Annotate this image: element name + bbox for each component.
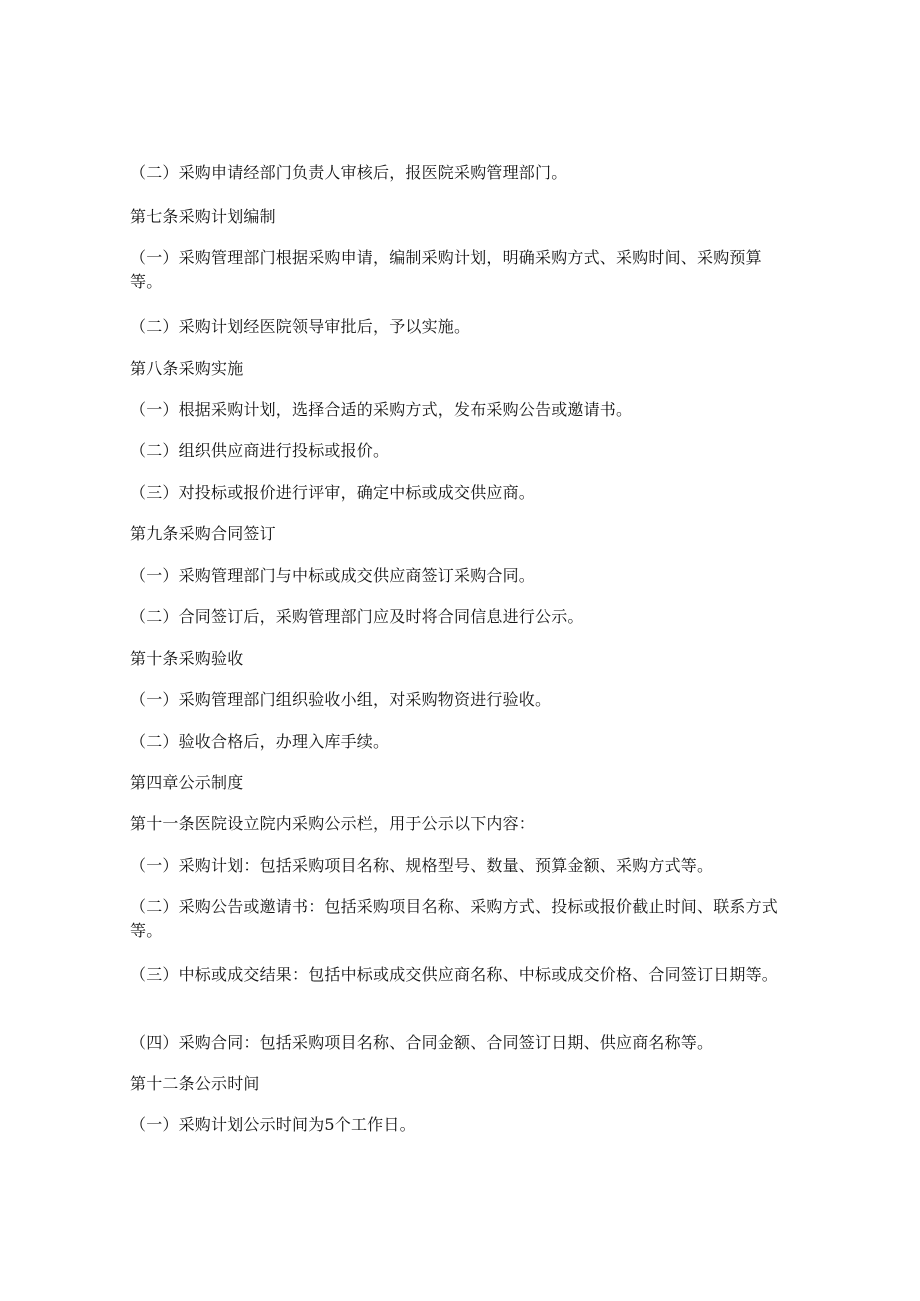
chapter-heading: 第四章公示制度 xyxy=(130,773,244,792)
paragraph: （一）采购管理部门组织验收小组，对采购物资进行验收。 xyxy=(130,690,552,709)
paragraph: （一）采购计划：包括采购项目名称、规格型号、数量、预算金额、采购方式等。 xyxy=(130,856,714,875)
paragraph: （二）组织供应商进行投标或报价。 xyxy=(130,441,390,460)
paragraph: （二）采购计划经医院领导审批后，予以实施。 xyxy=(130,317,471,336)
paragraph: （二）采购申请经部门负责人审核后，报医院采购管理部门。 xyxy=(130,163,568,182)
paragraph: 第十一条医院设立院内采购公示栏，用于公示以下内容： xyxy=(130,814,536,833)
paragraph: （四）采购合同：包括采购项目名称、合同金额、合同签订日期、供应商名称等。 xyxy=(130,1033,714,1052)
section-heading: 第九条采购合同签订 xyxy=(130,524,276,543)
paragraph: （二）验收合格后，办理入库手续。 xyxy=(130,732,390,751)
paragraph: （一）采购管理部门与中标或成交供应商签订采购合同。 xyxy=(130,566,536,585)
paragraph: （一）采购计划公示时间为5个工作日。 xyxy=(130,1115,416,1134)
section-heading: 第八条采购实施 xyxy=(130,359,244,378)
paragraph: （三）中标或成交结果：包括中标或成交供应商名称、中标或成交价格、合同签订日期等。 xyxy=(130,965,779,984)
paragraph: （二）合同签订后，采购管理部门应及时将合同信息进行公示。 xyxy=(130,607,584,626)
paragraph: （三）对投标或报价进行评审，确定中标或成交供应商。 xyxy=(130,483,536,502)
paragraph: （一）根据采购计划，选择合适的采购方式，发布采购公告或邀请书。 xyxy=(130,400,633,419)
section-heading: 第七条采购计划编制 xyxy=(130,207,276,226)
section-heading: 第十二条公示时间 xyxy=(130,1074,260,1093)
section-heading: 第十条采购验收 xyxy=(130,649,244,668)
paragraph: （一）采购管理部门根据采购申请，编制采购计划，明确采购方式、采购时间、采购预算等。 xyxy=(130,248,762,291)
paragraph: （二）采购公告或邀请书：包括采购项目名称、采购方式、投标或报价截止时间、联系方式等。 xyxy=(130,897,779,940)
